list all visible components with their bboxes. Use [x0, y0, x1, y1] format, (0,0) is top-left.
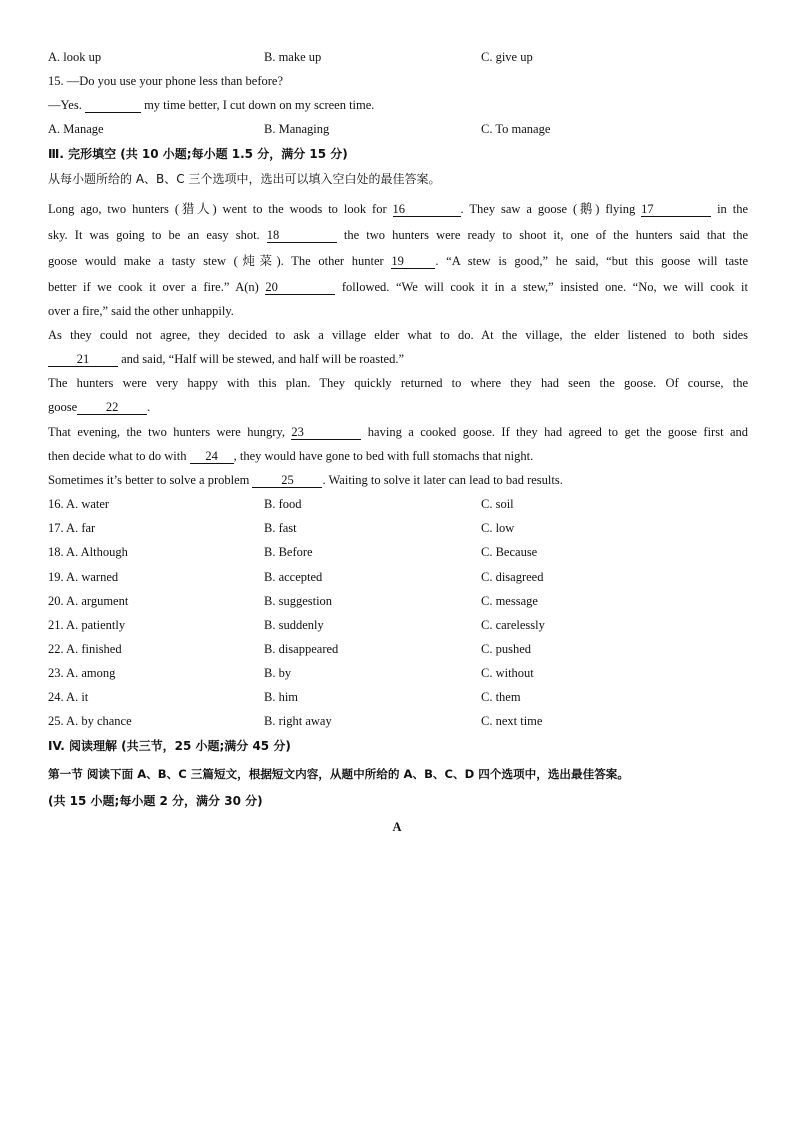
blank-19[interactable]: 19	[391, 254, 435, 269]
option-c: C. give up	[481, 50, 533, 64]
options-row	[48, 617, 748, 633]
option-b: B. disappeared	[264, 642, 339, 656]
options-row	[48, 544, 748, 560]
blank-24[interactable]: 24	[190, 449, 234, 464]
option-a: A. look up	[48, 50, 102, 64]
q14-options	[48, 49, 748, 65]
options-row	[48, 641, 748, 657]
blank-22[interactable]: 22	[77, 400, 147, 415]
option-c: C. without	[481, 666, 534, 680]
option-b: B. Before	[264, 545, 313, 559]
option-c: C. soil	[481, 497, 514, 511]
q15-options	[48, 121, 748, 137]
option-a: 18. A. Although	[48, 545, 128, 559]
option-a: 17. A. far	[48, 521, 96, 535]
blank-16[interactable]: 16	[393, 202, 461, 217]
passage-line: over a fire,” said the other unhappily.	[48, 304, 234, 318]
options-row	[48, 713, 748, 729]
passage-line: The hunters were very happy with this plan. They quickly returned to where they had seen the goose. Of course, the	[48, 376, 748, 390]
option-b: B. Managing	[264, 122, 330, 136]
passage-line: better if we cook it over a fire.” A(n) 20 followed. “We will cook it in a stew,” insisted one. “No, we will cook it	[48, 280, 748, 294]
option-a: 21. A. patiently	[48, 618, 126, 632]
passage-line: goose 22 .	[48, 400, 151, 414]
q15-question: 15. —Do you use your phone less than before?	[48, 74, 284, 88]
option-b: B. make up	[264, 50, 322, 64]
options-row	[48, 520, 748, 536]
option-c: C. Because	[481, 545, 538, 559]
passage-line: Sometimes it’s better to solve a problem 25 . Waiting to solve it later can lead to bad results.	[48, 473, 563, 487]
option-c: C. pushed	[481, 642, 531, 656]
passage-heading: A	[392, 820, 402, 834]
option-c: C. them	[481, 690, 521, 704]
option-c: C. message	[481, 594, 538, 608]
option-b: B. food	[264, 497, 302, 511]
option-a: 25. A. by chance	[48, 714, 132, 728]
option-b: B. fast	[264, 521, 297, 535]
option-c: C. disagreed	[481, 570, 544, 584]
answer-blank[interactable]	[85, 98, 141, 113]
option-a: 19. A. warned	[48, 570, 119, 584]
blank-25[interactable]: 25	[252, 473, 322, 488]
option-b: B. accepted	[264, 570, 323, 584]
section3-title: Ⅲ. 完形填空 (共 10 小题;每小题 1.5 分，满分 15 分)	[48, 147, 348, 161]
option-a: 20. A. argument	[48, 594, 129, 608]
option-a: 16. A. water	[48, 497, 110, 511]
option-b: B. him	[264, 690, 299, 704]
section3-instruction: 从每小题所给的 A、B、C 三个选项中，选出可以填入空白处的最佳答案。	[48, 172, 441, 186]
passage-line: Long ago, two hunters (猎人) went to the woods to look for 16 . They saw a goose (鹅) flying 17 in the	[48, 202, 749, 216]
passage-line: sky. It was going to be an easy shot. 18 the two hunters were ready to shoot it, one of the hunters said that the	[48, 228, 748, 242]
option-b: B. right away	[264, 714, 332, 728]
option-b: B. suggestion	[264, 594, 333, 608]
options-row	[48, 689, 748, 705]
blank-21[interactable]: 21	[48, 352, 118, 367]
option-a: 23. A. among	[48, 666, 116, 680]
option-c: C. To manage	[481, 122, 551, 136]
option-c: C. low	[481, 521, 515, 535]
section4-part1-instruction: 第一节 阅读下面 A、B、C 三篇短文，根据短文内容，从题中所给的 A、B、C、D 四个选项中，选出最佳答案。	[48, 767, 629, 781]
passage-line: goose would make a tasty stew (炖菜). The other hunter 19 . “A stew is good,” he said, “but this goose will taste	[48, 254, 749, 268]
blank-23[interactable]: 23	[291, 425, 361, 440]
option-c: C. carelessly	[481, 618, 545, 632]
option-a: 22. A. finished	[48, 642, 122, 656]
option-a: 24. A. it	[48, 690, 89, 704]
section4-title: IV. 阅读理解 (共三节，25 小题;满分 45 分)	[48, 739, 291, 753]
q15-answer: —Yes. my time better, I cut down on my screen time.	[48, 98, 375, 112]
blank-17[interactable]: 17	[641, 202, 711, 217]
option-b: B. suddenly	[264, 618, 324, 632]
section4-part1-scoring: (共 15 小题;每小题 2 分，满分 30 分)	[48, 794, 263, 808]
passage-line: As they could not agree, they decided to ask a village elder what to do. At the village, the elder listened to both sides	[48, 328, 748, 342]
option-c: C. next time	[481, 714, 543, 728]
option-a: A. Manage	[48, 122, 104, 136]
passage-line: then decide what to do with 24 , they would have gone to bed with full stomachs that night.	[48, 449, 534, 463]
options-row	[48, 593, 748, 609]
blank-20[interactable]: 20	[265, 280, 335, 295]
option-b: B. by	[264, 666, 292, 680]
options-row	[48, 569, 748, 585]
options-row	[48, 496, 748, 512]
passage-line: That evening, the two hunters were hungry, 23 having a cooked goose. If they had agreed to get the goose first and	[48, 425, 749, 439]
options-row	[48, 665, 748, 681]
passage-line: 21 and said, “Half will be stewed, and half will be roasted.”	[48, 351, 748, 367]
blank-18[interactable]: 18	[267, 228, 337, 243]
